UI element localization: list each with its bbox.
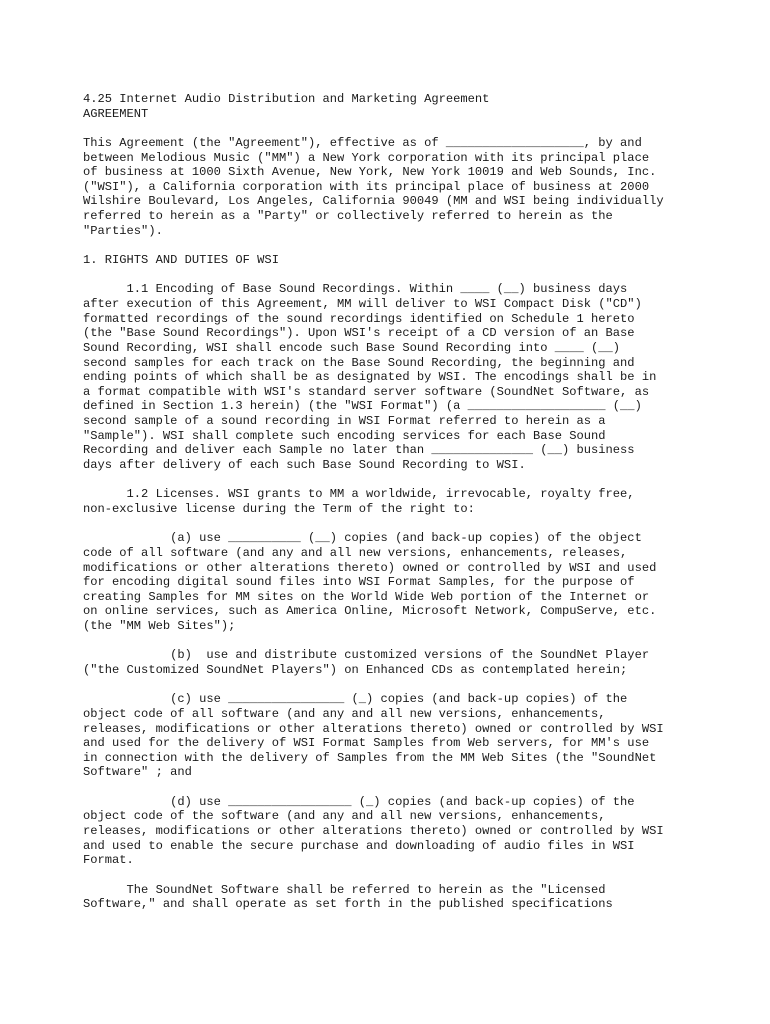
document-text-line: Software" ; and [83, 765, 192, 780]
section-1-title [83, 253, 723, 268]
document-text-line: days after delivery of each such Base Sound Recording to WSI. [83, 458, 526, 473]
document-text-line: between Melodious Music ("MM") a New York corporation with its principal place [83, 150, 650, 165]
document-text-line: 1.2 Licenses. WSI grants to MM a worldwide, irrevocable, royalty free, [83, 487, 635, 502]
document-text-line: Wilshire Boulevard, Los Angeles, California 90049 (MM and WSI being individually [83, 194, 664, 209]
document-text-line: (the "MM Web Sites"); [83, 619, 236, 634]
document-text-line: modifications or other alterations thereto) owned or controlled by WSI and used [83, 560, 657, 575]
document-text-line: AGREEMENT [83, 106, 149, 121]
document-text-line: second samples for each track on the Base Sound Recording, the beginning and [83, 355, 635, 370]
document-text-line: This Agreement (the "Agreement"), effective as of ___________________, by and [83, 135, 642, 150]
section-1-2-paragraph [83, 487, 723, 516]
document-text-line: (b) use and distribute customized versions of the SoundNet Player [83, 648, 650, 663]
paragraph-gap [83, 780, 723, 795]
document-text-line: object code of the software (and any and all new versions, enhancements, [83, 809, 606, 824]
document-text-line: on online services, such as America Online, Microsoft Network, CompuServe, etc. [83, 604, 657, 619]
clause-a-paragraph [83, 531, 723, 633]
document-text-line: Recording and deliver each Sample no later than ______________ (__) business [83, 443, 635, 458]
document-text-line: "Sample"). WSI shall complete such encoding services for each Base Sound [83, 428, 606, 443]
document-text-line: releases, modifications or other alterations thereto) owned or controlled by WSI [83, 721, 664, 736]
document-text-line: 1.1 Encoding of Base Sound Recordings. Within ____ (__) business days [83, 282, 628, 297]
document-text-line: Software," and shall operate as set forth in the published specifications [83, 897, 613, 912]
document-text-line: ("the Customized SoundNet Players") on Enhanced CDs as contemplated herein; [83, 662, 628, 677]
clause-d-paragraph [83, 795, 723, 868]
paragraph-gap [83, 517, 723, 532]
document-text-line: (d) use _________________ (_) copies (and back-up copies) of the [83, 794, 635, 809]
document-text-line: Format. [83, 853, 134, 868]
intro-paragraph [83, 136, 723, 238]
document-text-line: referred to herein as a "Party" or collectively referred to herein as the [83, 209, 613, 224]
document-text-line: code of all software (and any and all new versions, enhancements, releases, [83, 545, 628, 560]
document-text-line: formatted recordings of the sound recordings identified on Schedule 1 hereto [83, 311, 635, 326]
document-text-line: a format compatible with WSI's standard server software (SoundNet Software, as [83, 384, 650, 399]
clause-b-paragraph [83, 648, 723, 677]
clause-c-paragraph [83, 692, 723, 780]
paragraph-gap [83, 868, 723, 883]
document-text-line: Sound Recording, WSI shall encode such Base Sound Recording into ____ (__) [83, 340, 621, 355]
paragraph-gap [83, 634, 723, 649]
paragraph-gap [83, 121, 723, 136]
document-text-line: in connection with the delivery of Samples from the MM Web Sites (the "SoundNet [83, 750, 657, 765]
document-text-line: of business at 1000 Sixth Avenue, New York, New York 10019 and Web Sounds, Inc. [83, 165, 657, 180]
document-heading [83, 92, 723, 121]
document-text-line: object code of all software (and any and all new versions, enhancements, [83, 706, 606, 721]
document-text-line: second sample of a sound recording in WSI Format referred to herein as a [83, 414, 606, 429]
paragraph-gap [83, 678, 723, 693]
document-text-line: The SoundNet Software shall be referred to herein as the "Licensed [83, 882, 606, 897]
document-text-line: creating Samples for MM sites on the World Wide Web portion of the Internet or [83, 589, 650, 604]
closing-paragraph [83, 883, 723, 912]
document-text-line: 1. RIGHTS AND DUTIES OF WSI [83, 253, 279, 268]
document-text-line: ("WSI"), a California corporation with its principal place of business at 2000 [83, 179, 650, 194]
paragraph-gap [83, 473, 723, 488]
document-text-line: after execution of this Agreement, MM will deliver to WSI Compact Disk ("CD") [83, 296, 642, 311]
document-text-line: (a) use __________ (__) copies (and back-up copies) of the object [83, 531, 642, 546]
document-text-line: 4.25 Internet Audio Distribution and Marketing Agreement [83, 92, 490, 106]
document-text-line: (c) use ________________ (_) copies (and back-up copies) of the [83, 692, 628, 707]
document-text-line: defined in Section 1.3 herein) (the "WSI Format") (a ___________________ (__) [83, 399, 642, 414]
document-text-line: ending points of which shall be as designated by WSI. The encodings shall be in [83, 370, 657, 385]
document-text-line: and used for the delivery of WSI Format Samples from Web servers, for MM's use [83, 736, 650, 751]
paragraph-gap [83, 238, 723, 253]
document-text-line: (the "Base Sound Recordings"). Upon WSI's receipt of a CD version of an Base [83, 326, 635, 341]
section-1-1-paragraph [83, 282, 723, 472]
document-text-line: and used to enable the secure purchase and downloading of audio files in WSI [83, 838, 635, 853]
document-text-line: releases, modifications or other alterations thereto) owned or controlled by WSI [83, 824, 664, 839]
document-text-line: non-exclusive license during the Term of the right to: [83, 501, 475, 516]
paragraph-gap [83, 268, 723, 283]
document-page [83, 92, 723, 912]
document-text-line: "Parties"). [83, 223, 163, 238]
document-text-line: for encoding digital sound files into WSI Format Samples, for the purpose of [83, 575, 635, 590]
